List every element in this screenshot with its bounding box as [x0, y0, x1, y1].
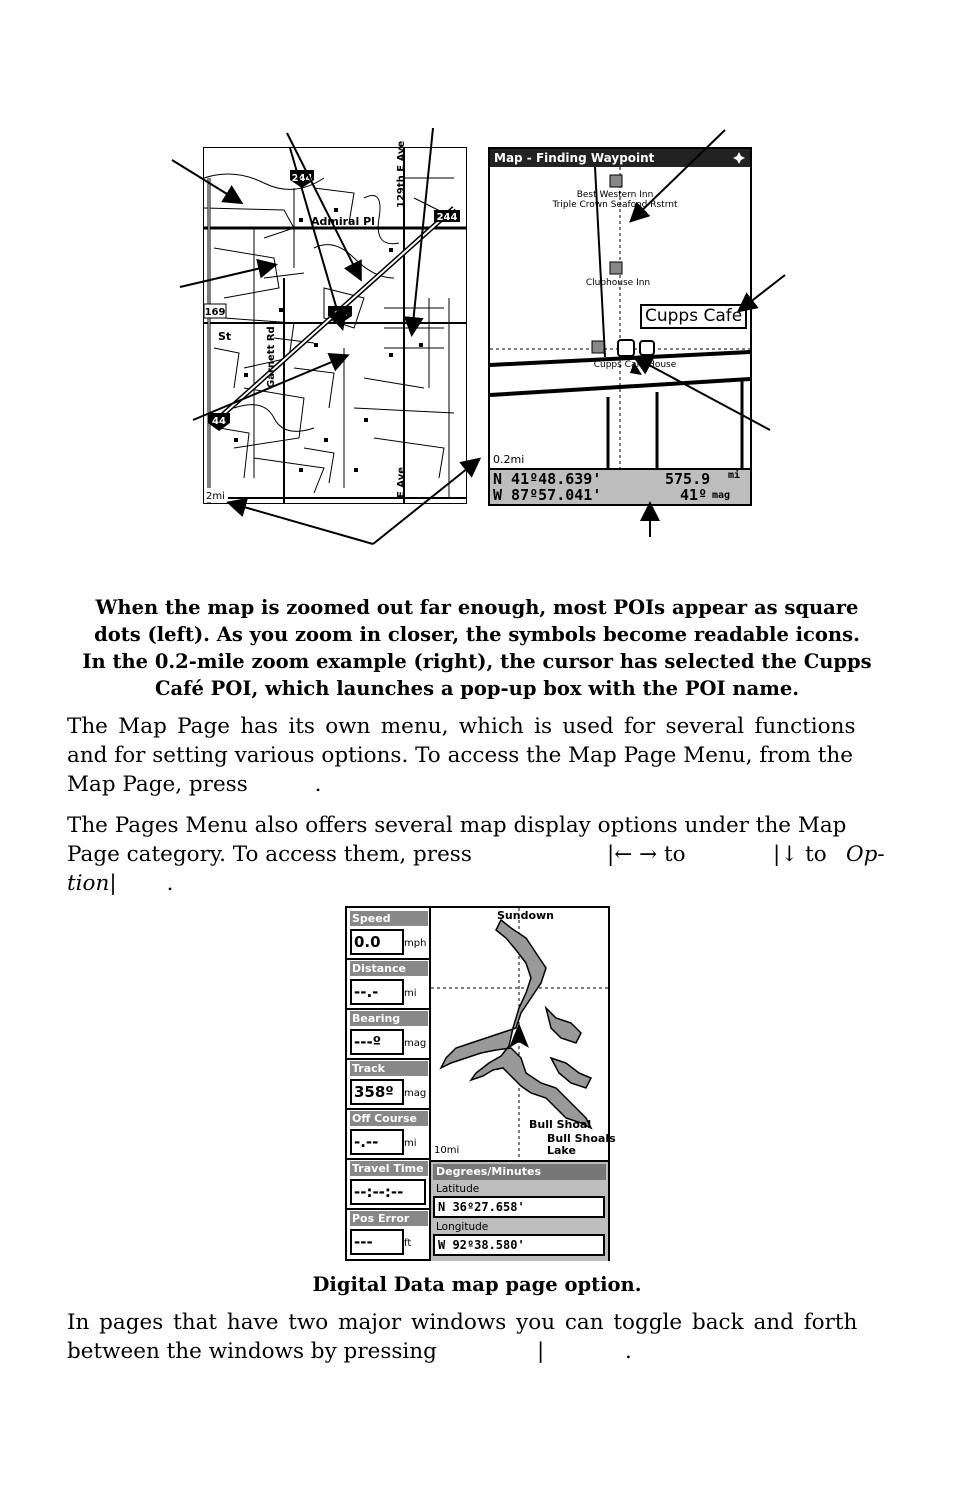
field-track-unit: mag — [404, 1088, 427, 1099]
hwy-badge-244-a: 244 — [291, 173, 313, 184]
para3-line2-b: | — [537, 1339, 545, 1364]
hwy-badge-244-b: 244 — [436, 212, 458, 223]
hwy-badge-169: 169 — [204, 307, 226, 318]
para2-line3 — [67, 869, 887, 898]
paragraph-pages-menu — [67, 811, 887, 898]
field-bearing-value: ---º — [350, 1029, 404, 1055]
longitude-label: Longitude — [433, 1220, 606, 1234]
para1-line3-end: . — [314, 772, 322, 797]
para3-line2 — [67, 1337, 887, 1366]
label-admiral-pl: Admiral Pl — [311, 215, 375, 228]
field-speed — [347, 908, 429, 960]
field-off-course-label: Off Course — [350, 1111, 428, 1126]
figure2-caption: Digital Data map page option. — [312, 1273, 642, 1296]
poi-cupps-cafe-house: Cupps Cafe House — [593, 360, 677, 370]
para1-line2: and for setting various options. To access the Map Page Menu, from the — [67, 743, 853, 768]
digital-data-screenshot — [345, 906, 616, 1261]
field-distance — [347, 958, 429, 1010]
field-distance-label: Distance — [350, 961, 428, 976]
para2-line3-b: | — [109, 871, 117, 896]
field-distance-value: --.- — [350, 979, 404, 1005]
latitude-label: Latitude — [433, 1182, 606, 1196]
label-st: St — [218, 330, 232, 343]
field-speed-unit: mph — [404, 938, 427, 949]
field-track — [347, 1058, 429, 1110]
para2-line3-c: . — [166, 871, 174, 896]
field-off-course-unit: mi — [404, 1138, 417, 1149]
para2-line2-a: Page category. To access them, press — [67, 842, 472, 867]
right-map-bearing-unit: mag — [712, 490, 731, 501]
lake-map-top-label: Sundown — [497, 909, 555, 922]
right-map-lat: N 41º48.639' — [493, 470, 602, 488]
lake-map-scale: 10mi — [434, 1145, 460, 1156]
lake-map-label-1: Bull Shoal — [529, 1118, 592, 1131]
hwy-badge-44-b: 44 — [212, 416, 226, 427]
field-off-course — [347, 1108, 429, 1160]
lake-map-label-2: Bull Shoals — [547, 1132, 616, 1145]
para3-line2-a: between the windows by pressing — [67, 1339, 437, 1364]
field-pos-error-value: --- — [350, 1229, 404, 1255]
caption1-line3: In the 0.2-mile zoom example (right), the cursor has selected the Cupps — [82, 650, 872, 673]
field-bearing-unit: mag — [404, 1038, 427, 1049]
field-speed-value: 0.0 — [350, 929, 404, 955]
para1-line1: The Map Page has its own menu, which is used for several functions — [67, 714, 856, 739]
label-e-ave: E Ave — [396, 467, 407, 498]
paragraph-toggle-windows — [67, 1308, 887, 1366]
para2-line2-c: |↓ to — [773, 842, 827, 867]
field-track-label: Track — [350, 1061, 428, 1076]
para2-line2 — [67, 840, 887, 869]
poi-clubhouse-inn: Clubhouse Inn — [585, 278, 651, 288]
para2-line2-b: |← → to — [607, 842, 686, 867]
field-speed-label: Speed — [350, 911, 428, 926]
field-bearing — [347, 1008, 429, 1060]
data-column — [347, 908, 431, 1259]
poi-triple-crown: Triple Crown Seafood Rstrnt — [552, 200, 678, 210]
para2-line1: The Pages Menu also offers several map display options under the Map — [67, 813, 847, 838]
para2-line3-a: tion — [67, 871, 110, 896]
para2-line2-d: Op- — [846, 842, 885, 867]
right-map-scale: 0.2mi — [493, 453, 525, 466]
para1-line3 — [67, 770, 887, 799]
field-bearing-label: Bearing — [350, 1011, 428, 1026]
hwy-badge-44-a: 44 — [333, 309, 347, 320]
lake-map-label-3: Lake — [547, 1144, 576, 1157]
right-map-distance: 575.9 — [665, 470, 711, 488]
field-distance-unit: mi — [404, 988, 417, 999]
poi-best-western: Best Western Inn — [576, 190, 654, 200]
right-map-distance-unit: mi — [728, 470, 741, 481]
field-pos-error-label: Pos Error — [350, 1211, 428, 1226]
figure1-caption — [60, 594, 894, 702]
lake-map-drawing — [431, 908, 616, 1160]
geo-header: Degrees/Minutes — [433, 1164, 606, 1180]
right-map-bearing: 41º — [680, 486, 708, 504]
field-travel-time — [347, 1158, 429, 1210]
longitude-value: W 92º38.580' — [433, 1234, 605, 1256]
paragraph-map-page-menu — [67, 712, 887, 799]
field-track-value: 358º — [350, 1079, 404, 1105]
position-panel — [431, 1160, 608, 1261]
field-pos-error-unit: ft — [404, 1238, 412, 1249]
field-off-course-value: -.-- — [350, 1129, 404, 1155]
caption1-line4: Café POI, which launches a pop-up box with the POI name. — [154, 677, 800, 700]
label-129th-ave: 129th E Ave — [396, 140, 407, 208]
field-travel-time-label: Travel Time — [350, 1161, 428, 1176]
para1-line3-text: Map Page, press — [67, 772, 255, 797]
field-travel-time-value: --:--:-- — [350, 1179, 426, 1205]
caption1-line2: dots (left). As you zoom in closer, the symbols become readable icons. — [94, 623, 860, 646]
left-map-scale: 2mi — [206, 491, 225, 502]
poi-popup: Cupps Cafe — [640, 304, 747, 329]
callout-lines — [0, 0, 954, 560]
para3-line1: In pages that have two major windows you can toggle back and forth — [67, 1310, 858, 1335]
label-garnett-rd: Garnett Rd — [266, 326, 277, 388]
latitude-value: N 36º27.658' — [433, 1196, 605, 1218]
field-pos-error — [347, 1208, 429, 1258]
right-map-title: Map - Finding Waypoint — [490, 149, 750, 167]
para3-line2-c: . — [625, 1339, 632, 1364]
right-map-lon: W 87º57.041' — [493, 486, 602, 504]
caption1-line1: When the map is zoomed out far enough, most POIs appear as square — [95, 596, 859, 619]
